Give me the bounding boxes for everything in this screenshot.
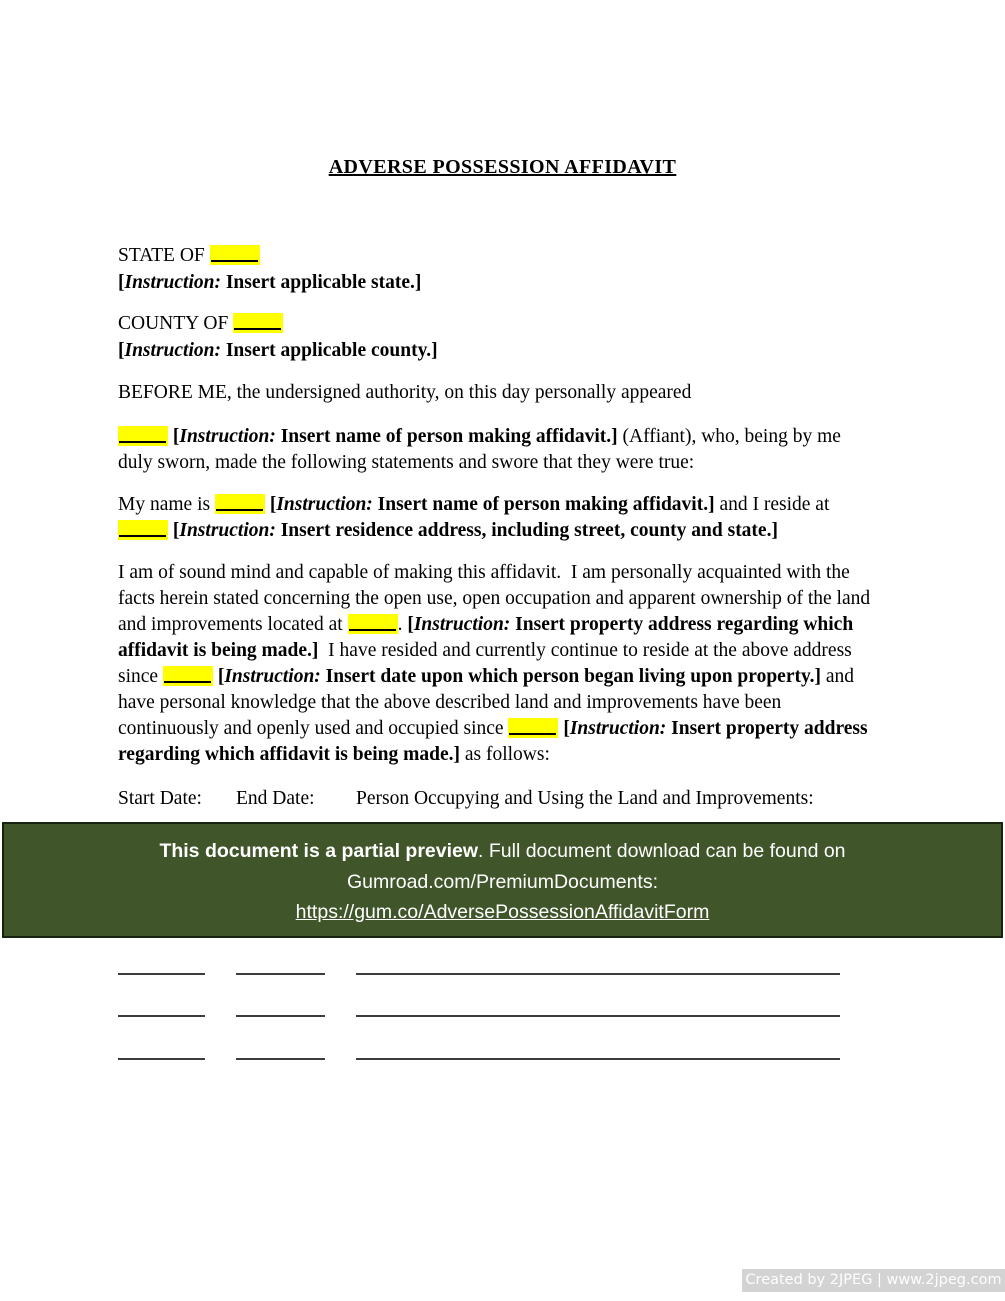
text-segment: Instruction: — [124, 272, 221, 293]
preview-banner — [2, 822, 1003, 938]
person-occupying-blank-line — [356, 995, 840, 1017]
text-line — [118, 690, 880, 716]
county-of-line — [118, 311, 880, 337]
start-date-blank-line — [118, 953, 205, 975]
text-line — [118, 664, 880, 690]
text-segment: Instruction: — [224, 666, 321, 687]
county-instruction — [118, 338, 880, 364]
before-me-paragraph — [118, 380, 880, 406]
signature-row — [118, 953, 880, 973]
text-line — [118, 450, 880, 476]
signature-row — [118, 995, 880, 1015]
text-segment: (Affiant), who, being by me — [617, 426, 841, 447]
highlighted-blank-field — [210, 245, 260, 265]
text-segment: Insert name of person making affidavit.] — [372, 494, 715, 515]
highlighted-blank-field — [348, 614, 398, 634]
text-line — [118, 586, 880, 612]
2jpeg-watermark: Created by 2JPEG | www.2jpeg.com — [742, 1269, 1005, 1292]
text-segment: and — [821, 666, 855, 687]
column-header: Person Occupying and Using the Land and Improvements: — [356, 788, 814, 809]
text-segment: [ — [172, 426, 180, 447]
text-segment: Instruction: — [124, 340, 221, 361]
text-line — [118, 560, 880, 586]
text-segment: have personal knowledge that the above described land and improvements have been — [118, 692, 782, 713]
text-line — [118, 270, 880, 296]
text-segment: [ — [563, 718, 570, 739]
text-segment: BEFORE ME, the undersigned authority, on this day personally appeared — [118, 382, 692, 403]
text-segment: Insert applicable state.] — [220, 272, 422, 293]
document-title: ADVERSE POSSESSION AFFIDAVIT — [328, 156, 677, 178]
banner-heading-rest: . Full document download can be found on — [478, 840, 846, 862]
text-line — [118, 311, 880, 337]
text-segment: since — [118, 666, 163, 687]
my-name-paragraph — [118, 492, 880, 544]
text-line — [118, 518, 880, 544]
text-segment: Insert name of person making affidavit.] — [275, 426, 618, 447]
column-header: End Date: — [236, 788, 315, 809]
signature-row — [118, 1038, 880, 1058]
end-date-blank-line — [236, 1038, 325, 1060]
text-line — [118, 638, 880, 664]
banner-gumroad-text: Gumroad.com/PremiumDocuments: — [346, 870, 658, 893]
banner-download-link[interactable]: https://gum.co/AdversePossessionAffidavitForm — [295, 901, 710, 923]
start-date-blank-line — [118, 995, 205, 1017]
table-header-row — [118, 786, 880, 812]
highlighted-blank-field — [118, 520, 168, 540]
text-segment: and improvements located at — [118, 614, 348, 635]
text-line — [118, 612, 880, 638]
text-line — [118, 243, 880, 269]
text-segment: My name is — [118, 494, 215, 515]
text-segment: STATE OF — [118, 245, 210, 266]
text-segment: Insert property address — [666, 718, 868, 739]
column-header: Start Date: — [118, 788, 202, 809]
text-segment: Instruction: — [413, 614, 511, 635]
text-segment: I am of sound mind and capable of making this affidavit. I am personally acquainted with the — [118, 562, 850, 583]
text-line — [118, 380, 880, 406]
text-segment: Insert applicable county.] — [220, 340, 438, 361]
person-occupying-blank-line — [356, 1038, 840, 1060]
text-line — [118, 492, 880, 518]
text-segment: [ — [118, 272, 125, 293]
text-segment: Insert property address regarding which — [510, 614, 854, 635]
text-segment: Insert date upon which person began living upon property.] — [320, 666, 822, 687]
state-of-line — [118, 243, 880, 269]
text-segment: facts herein stated concerning the open use, open occupation and apparent ownership of the land — [118, 588, 871, 609]
text-segment: Instruction: — [179, 426, 276, 447]
text-segment: Instruction: — [276, 494, 373, 515]
highlighted-blank-field — [118, 426, 168, 446]
highlighted-blank-field — [508, 718, 558, 738]
text-segment: [ — [407, 614, 414, 635]
start-date-blank-line — [118, 1038, 205, 1060]
text-segment: [ — [172, 520, 180, 541]
text-segment: Instruction: — [569, 718, 667, 739]
text-segment: continuously and openly used and occupied since — [118, 718, 509, 739]
banner-heading — [4, 836, 1001, 867]
text-segment: Insert residence address, including street, county and state.] — [275, 520, 778, 541]
sound-mind-paragraph — [118, 560, 880, 768]
text-segment: [ — [269, 494, 277, 515]
text-line — [118, 716, 880, 742]
text-segment: . — [397, 614, 408, 635]
person-occupying-blank-line — [356, 953, 840, 975]
text-segment: [ — [118, 340, 125, 361]
text-segment: [ — [217, 666, 225, 687]
highlighted-blank-field — [215, 494, 265, 514]
highlighted-blank-field — [163, 666, 213, 686]
text-segment: regarding which affidavit is being made.] — [118, 744, 460, 765]
text-segment: duly sworn, made the following statements and swore that they were true: — [118, 452, 695, 473]
text-line — [118, 424, 880, 450]
text-segment: affidavit is being made.] — [118, 640, 319, 661]
banner-heading-bold: This document is a partial preview — [159, 840, 479, 862]
text-segment: and I reside at — [714, 494, 830, 515]
end-date-blank-line — [236, 995, 325, 1017]
text-segment: as follows: — [459, 744, 550, 765]
text-segment: COUNTY OF — [118, 313, 234, 334]
end-date-blank-line — [236, 953, 325, 975]
text-line — [118, 338, 880, 364]
state-instruction — [118, 270, 880, 296]
affiant-paragraph — [118, 424, 880, 476]
highlighted-blank-field — [233, 313, 283, 333]
text-segment: Instruction: — [179, 520, 276, 541]
text-line — [118, 742, 880, 768]
text-segment: I have resided and currently continue to reside at the above address — [318, 640, 852, 661]
